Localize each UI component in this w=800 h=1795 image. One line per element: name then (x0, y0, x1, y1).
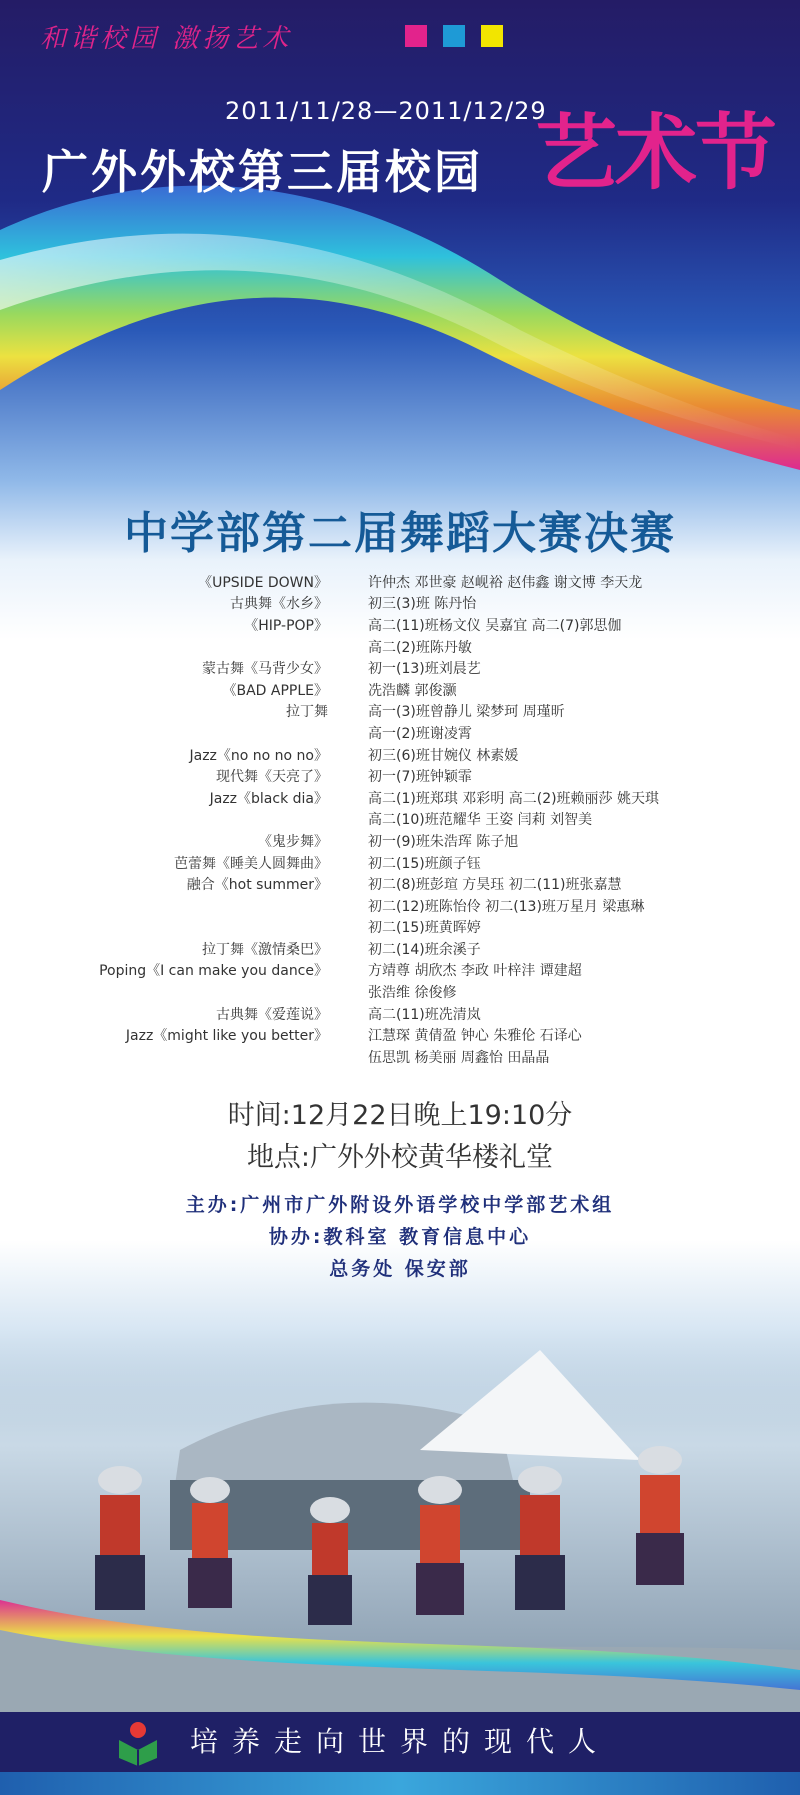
performers: 初二(8)班彭瑄 方昊珏 初二(11)班张嘉慧 (368, 877, 622, 894)
program-row (0, 981, 800, 1003)
program-row (0, 1003, 800, 1025)
date-range: 2011/11/28—2011/12/29 (225, 97, 547, 125)
program-row (0, 1024, 800, 1046)
program-row (0, 636, 800, 658)
event-time: 时间:12月22日晚上19:10分 (227, 1100, 573, 1131)
performers: 江慧琛 黄倩盈 钟心 朱雅伦 石译心 (368, 1028, 582, 1045)
performance-name: 古典舞《水乡》 (230, 596, 328, 613)
event-place: 地点:广外外校黄华楼礼堂 (246, 1142, 554, 1173)
performers: 高一(3)班曾静儿 梁梦珂 周瑾昕 (368, 704, 565, 721)
performers: 初二(14)班余溪子 (368, 941, 481, 958)
performance-name: 《BAD APPLE》 (222, 682, 328, 699)
footer-motto: 培养走向世界的现代人 (190, 1725, 611, 1758)
performers: 高二(2)班陈丹敏 (368, 639, 472, 656)
performance-name: Jazz《no no no no》 (189, 747, 328, 764)
yellow-square (481, 25, 503, 47)
performance-name: 蒙古舞《马背少女》 (202, 661, 328, 678)
performers: 许仲杰 邓世豪 赵岘裕 赵伟鑫 谢文博 李天龙 (368, 574, 643, 591)
performers: 高二(11)班冼清岚 (368, 1006, 481, 1023)
performers: 高二(1)班郑琪 邓彩明 高二(2)班赖丽莎 姚天琪 (368, 790, 660, 807)
performance-name: Jazz《black dia》 (209, 790, 328, 807)
performers: 初二(15)班颜子钰 (368, 855, 481, 872)
performers: 初三(6)班甘婉仪 林素媛 (368, 747, 519, 764)
program-row (0, 722, 800, 744)
performance-name: 古典舞《爱莲说》 (216, 1006, 328, 1023)
program-row (0, 614, 800, 636)
performance-name: 《鬼步舞》 (258, 833, 328, 850)
performance-name: 芭蕾舞《睡美人圆舞曲》 (174, 855, 328, 872)
program-row (0, 873, 800, 895)
program-row (0, 852, 800, 874)
program-row (0, 765, 800, 787)
color-squares (405, 25, 503, 47)
performers: 伍思凯 杨美丽 周鑫怡 田晶晶 (368, 1049, 550, 1066)
school-logo-icon (115, 1718, 161, 1766)
performers: 张浩维 徐俊修 (368, 985, 457, 1002)
performance-name: 融合《hot summer》 (186, 877, 328, 894)
host-organizer: 主办:广州市广外附设外语学校中学部艺术组 (185, 1194, 615, 1216)
program-list (0, 571, 800, 1068)
performers: 初二(15)班黄晖婷 (368, 920, 481, 937)
performers: 初三(3)班 陈丹怡 (368, 596, 477, 613)
co-organizer: 协办:教科室 教育信息中心 (268, 1226, 532, 1248)
performance-name: 拉丁舞 (286, 704, 328, 721)
performers: 冼浩麟 郭俊灏 (368, 682, 457, 699)
program-row (0, 571, 800, 593)
program-row (0, 830, 800, 852)
program-row (0, 701, 800, 723)
performers: 初一(13)班刘晨艺 (368, 661, 481, 678)
dancers-photo (0, 1330, 800, 1715)
blue-square (443, 25, 465, 47)
festival-headline: 广外外校第三届校园 (42, 145, 483, 199)
performers: 初一(7)班钟颖霏 (368, 769, 472, 786)
performers: 初一(9)班朱浩珲 陈子旭 (368, 833, 519, 850)
program-row (0, 679, 800, 701)
event-title: 中学部第二届舞蹈大赛决赛 (124, 508, 676, 559)
magenta-square (405, 25, 427, 47)
performance-name: Poping《I can make you dance》 (99, 963, 328, 980)
program-row (0, 787, 800, 809)
support-departments: 总务处 保安部 (329, 1258, 471, 1280)
performers: 方靖尊 胡欣杰 李政 叶梓沣 谭建超 (368, 963, 582, 980)
performance-name: 《HIP-POP》 (244, 617, 328, 634)
program-row (0, 657, 800, 679)
performance-name: 拉丁舞《激情桑巴》 (202, 941, 328, 958)
arts-festival-title: 艺术节 (535, 105, 776, 201)
performance-name: 现代舞《天亮了》 (216, 769, 328, 786)
program-row (0, 809, 800, 831)
program-row (0, 895, 800, 917)
program-row (0, 938, 800, 960)
performance-name: 《UPSIDE DOWN》 (198, 574, 328, 591)
performers: 高二(10)班范耀华 王姿 闫莉 刘智美 (368, 812, 593, 829)
performers: 高一(2)班谢凌霄 (368, 725, 472, 742)
performers: 高二(11)班杨文仪 吴嘉宜 高二(7)郭思伽 (368, 617, 622, 634)
bottom-strip (0, 1772, 800, 1795)
performers: 初二(12)班陈怡伶 初二(13)班万星月 梁惠琳 (368, 898, 645, 915)
program-row (0, 960, 800, 982)
program-row (0, 917, 800, 939)
top-slogan: 和谐校园 激扬艺术 (40, 24, 293, 54)
program-row (0, 593, 800, 615)
performance-name: Jazz《might like you better》 (125, 1028, 328, 1045)
program-row (0, 1046, 800, 1068)
program-row (0, 744, 800, 766)
